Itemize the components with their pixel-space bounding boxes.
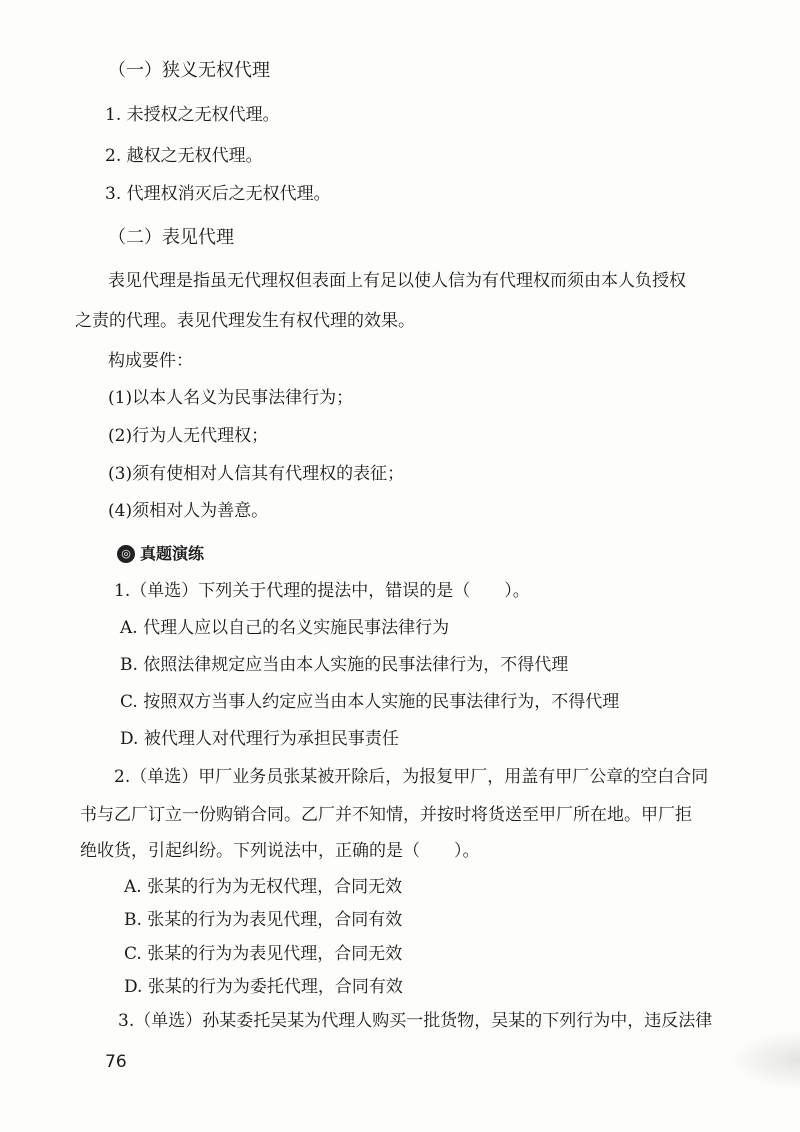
answer-option: C. 按照双方当事人约定应当由本人实施的民事法律行为，不得代理 <box>120 692 620 712</box>
question-stem: 书与乙厂订立一份购销合同。乙厂并不知情，并按时将货送至甲厂所在地。甲厂拒 <box>80 805 692 825</box>
question-stem: 2.（单选）甲厂业务员张某被开除后，为报复甲厂，用盖有甲厂公章的空白合同 <box>114 767 709 787</box>
answer-option: A. 张某的行为为无权代理，合同无效 <box>124 877 403 897</box>
scan-smudge <box>730 1030 800 1090</box>
question-stem: 3.（单选）孙某委托吴某为代理人购买一批货物，吴某的下列行为中，违反法律 <box>118 1011 713 1031</box>
list-item: 1. 未授权之无权代理。 <box>105 105 280 125</box>
answer-option: B. 张某的行为为表见代理，合同有效 <box>124 910 403 930</box>
page-number: 76 <box>105 1052 127 1072</box>
answer-option: D. 被代理人对代理行为承担民事责任 <box>120 729 399 749</box>
requirement-item: (2)行为人无代理权； <box>108 426 269 446</box>
answer-option: D. 张某的行为为委托代理，合同有效 <box>124 977 403 997</box>
requirement-item: (1)以本人名义为民事法律行为； <box>108 388 354 408</box>
practice-section-title: 真题演练 <box>140 544 205 563</box>
paragraph-line: 表见代理是指虽无代理权但表面上有足以使人信为有代理权而须由本人负授权 <box>108 271 686 291</box>
paragraph-line: 之责的代理。表见代理发生有权代理的效果。 <box>75 311 415 331</box>
answer-option: A. 代理人应以自己的名义实施民事法律行为 <box>120 618 450 638</box>
requirements-label: 构成要件： <box>108 351 193 371</box>
list-item: 2. 越权之无权代理。 <box>105 146 263 166</box>
answer-option: C. 张某的行为为表见代理，合同无效 <box>124 944 403 964</box>
question-stem: 绝收货，引起纠纷。下列说法中，正确的是（ ）。 <box>80 841 480 861</box>
requirement-item: (3)须有使相对人信其有代理权的表征； <box>108 464 405 484</box>
section-heading-narrow-unauthorized-agency: （一）狭义无权代理 <box>108 60 270 81</box>
target-icon: ◎ <box>117 545 135 563</box>
question-stem: 1.（单选）下列关于代理的提法中，错误的是（ ）。 <box>114 581 530 601</box>
section-heading-apparent-agency: （二）表见代理 <box>108 227 234 248</box>
requirement-item: (4)须相对人为善意。 <box>108 501 269 521</box>
answer-option: B. 依照法律规定应当由本人实施的民事法律行为，不得代理 <box>120 655 569 675</box>
list-item: 3. 代理权消灭后之无权代理。 <box>105 184 331 204</box>
